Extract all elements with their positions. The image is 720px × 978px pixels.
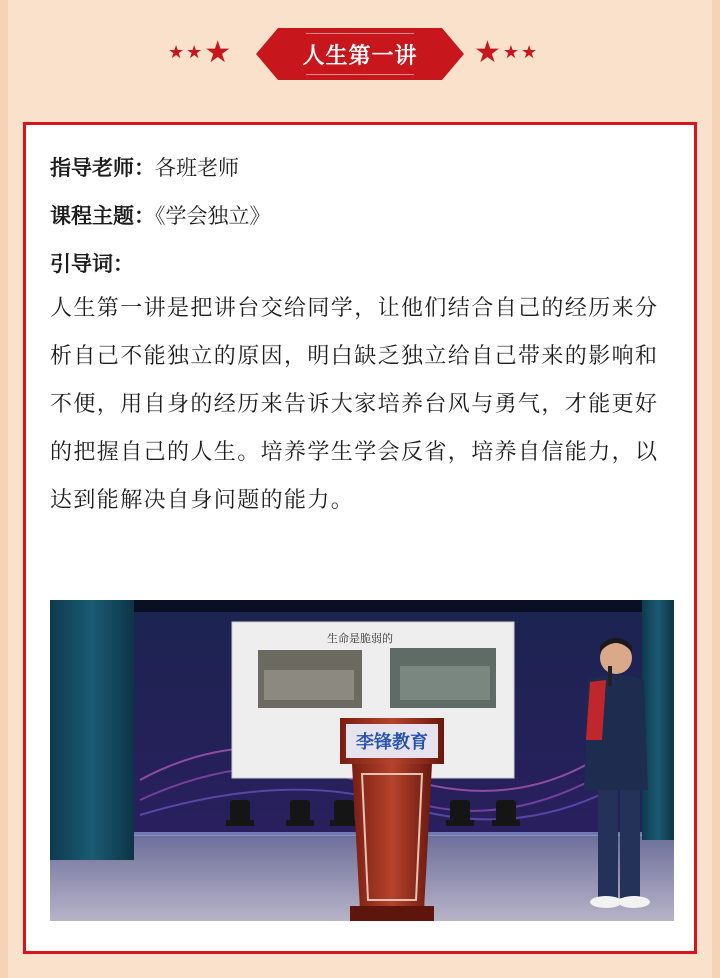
star-icon: ★ [168,42,185,63]
star-icon: ★ [186,42,203,63]
section-header [0,24,720,84]
slide-title: 生命是脆弱的 [327,632,393,645]
banner-body [278,28,442,80]
star-icon: ★ [521,42,538,63]
teacher-line [50,155,678,181]
card-text [50,155,678,525]
banner-arrow-left [256,28,278,80]
intro-label: 引导词： [50,252,134,276]
teacher-label: 指导老师： [50,156,155,180]
stage-photo-image [50,600,674,921]
page-edge-right [712,0,720,978]
topic-line [50,203,678,229]
podium-text: 李锋教育 [356,732,428,753]
intro-line [50,251,678,277]
title-banner [256,28,464,80]
banner-arrow-right [442,28,464,80]
star-icon: ★ [204,35,232,70]
star-icon: ★ [474,35,501,70]
stage-photo [50,600,674,921]
content-card [23,122,697,954]
topic-value: 《学会独立》 [155,204,271,228]
page-edge-left [0,0,8,978]
teacher-value: 各班老师 [155,156,239,180]
stars-right [474,35,538,70]
section-title: 人生第一讲 [302,43,418,69]
star-icon: ★ [502,42,520,63]
intro-paragraph: 人生第一讲是把讲台交给同学，让他们结合自己的经历来分析自己不能独立的原因，明白缺乏独立给自己带来的影响和不便，用自身的经历来告诉大家培养台风与勇气，才能更好的把握自己的人生。培养学生学会反省，培养自信能力，以达到能解决自身问题的能力。 [50,296,659,513]
stars-left [168,35,232,70]
topic-label: 课程主题： [50,204,155,228]
